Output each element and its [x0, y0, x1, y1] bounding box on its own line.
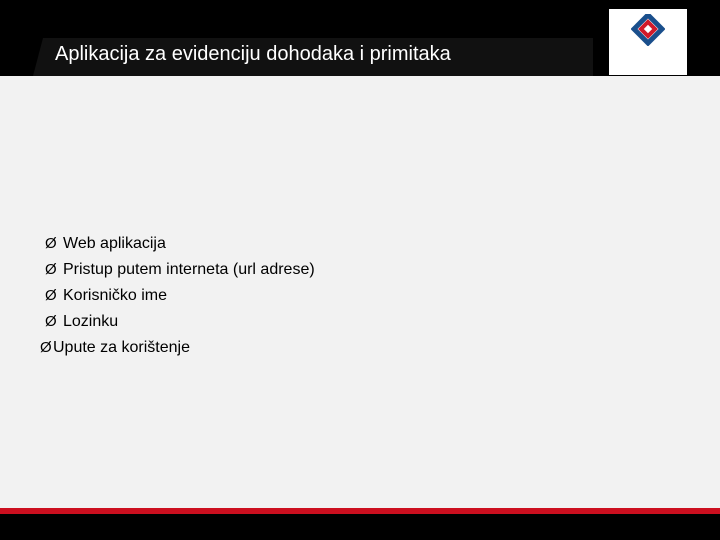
bullet-item: [45, 286, 315, 312]
bullet-text: Lozinku: [63, 313, 119, 330]
bullet-item: [45, 312, 315, 338]
arrow-bullet-icon: Ø: [40, 339, 52, 356]
logo: [609, 9, 687, 75]
bullet-item: [40, 338, 315, 364]
arrow-bullet-icon: Ø: [45, 313, 57, 330]
bottom-accent-bar: [0, 508, 720, 514]
diamond-logo-icon: [631, 14, 665, 46]
arrow-bullet-icon: Ø: [45, 287, 57, 304]
arrow-bullet-icon: Ø: [45, 235, 57, 252]
slide-title: Aplikacija za evidenciju dohodaka i primitaka: [55, 43, 451, 65]
arrow-bullet-icon: Ø: [45, 261, 57, 278]
bullet-item: [45, 234, 315, 260]
bullet-text: Pristup putem interneta (url adrese): [63, 261, 315, 278]
bullet-item: [45, 260, 315, 286]
bullet-text: Upute za korištenje: [53, 339, 190, 356]
bullet-text: Web aplikacija: [63, 235, 166, 252]
bullet-text: Korisničko ime: [63, 287, 168, 304]
bullet-list: [40, 234, 315, 364]
